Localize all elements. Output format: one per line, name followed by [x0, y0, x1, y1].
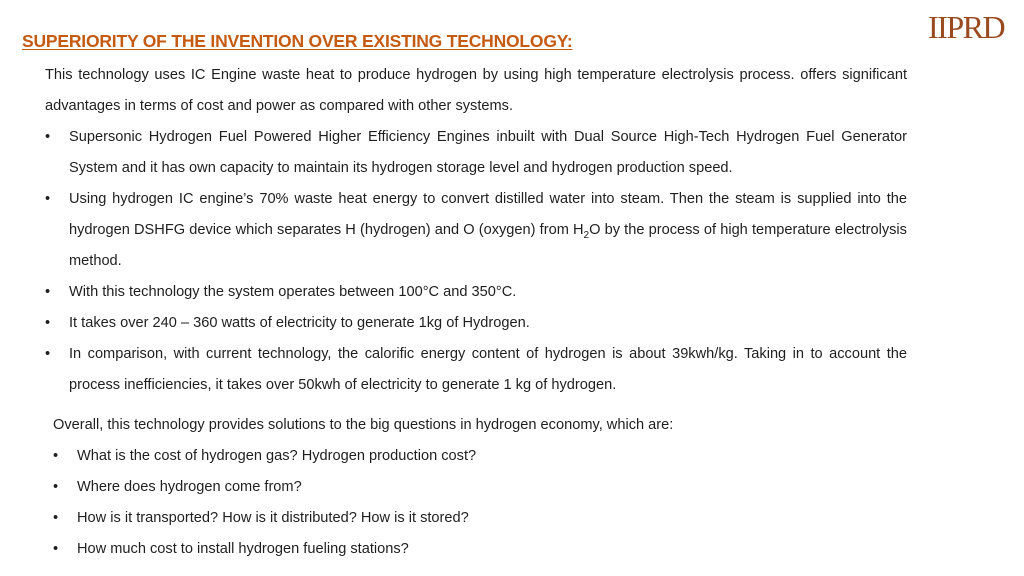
bullet-icon: •: [53, 448, 59, 464]
list-item-text: With this technology the system operates between 100°C and 350°C.: [69, 284, 517, 300]
list-item: [53, 472, 915, 503]
list-item: [53, 441, 915, 472]
bullet-icon: •: [45, 284, 51, 300]
list-item: [45, 184, 907, 277]
question-text: How is it transported? How is it distributed? How is it stored?: [77, 510, 469, 526]
intro-paragraph: This technology uses IC Engine waste heat to produce hydrogen by using high temperature electrolysis process. offers significant advantages in terms of cost and power as compared with other systems.: [45, 67, 907, 114]
list-item-text: In comparison, with current technology, the calorific energy content of hydrogen is about 39kwh/kg. Taking in to account the process inefficiencies, it takes over 50kwh of electricity to generate 1 kg of hydrogen.: [69, 346, 907, 393]
bullet-icon: •: [53, 479, 59, 495]
list-item: [45, 122, 907, 184]
bullet-icon: •: [45, 129, 51, 145]
advantages-list: [45, 122, 907, 401]
list-item-text: Supersonic Hydrogen Fuel Powered Higher Efficiency Engines inbuilt with Dual Source High-Tech Hydrogen Fuel Generator System and it has own capacity to maintain its hydrogen storage level and hydrogen production speed.: [69, 129, 907, 176]
bullet-icon: •: [45, 315, 51, 331]
list-item: [53, 503, 915, 534]
main-content: [45, 60, 907, 401]
subscript-2: 2: [583, 229, 590, 241]
question-text: Where does hydrogen come from?: [77, 479, 302, 495]
overall-intro: Overall, this technology provides solutions to the big questions in hydrogen economy, which are:: [53, 417, 674, 433]
logo-wordmark: IIPRD: [928, 9, 1005, 44]
list-item-text: It takes over 240 – 360 watts of electricity to generate 1kg of Hydrogen.: [69, 315, 530, 331]
bullet-icon: •: [45, 346, 51, 362]
iiprd-logo: [928, 8, 1012, 44]
bullet-icon: •: [53, 510, 59, 526]
overall-section: [53, 410, 915, 565]
bullet-icon: •: [45, 191, 51, 207]
list-item: [45, 308, 907, 339]
question-text: What is the cost of hydrogen gas? Hydrogen production cost?: [77, 448, 477, 464]
page-title: SUPERIORITY OF THE INVENTION OVER EXISTING TECHNOLOGY:: [22, 31, 573, 51]
question-text: How much cost to install hydrogen fueling stations?: [77, 541, 409, 557]
list-item: [45, 277, 907, 308]
list-item-text: Using hydrogen IC engine’s 70% waste heat energy to convert distilled water into steam. Then the steam is supplied into the hydrogen DSHFG device which separates H (hydrogen) and O (oxygen) from $H_2O$ by the process of high temperature electrolysis method.: [69, 191, 907, 269]
list-item: [45, 339, 907, 401]
questions-list: [53, 441, 915, 565]
list-item: [53, 534, 915, 565]
bullet-icon: •: [53, 541, 59, 557]
